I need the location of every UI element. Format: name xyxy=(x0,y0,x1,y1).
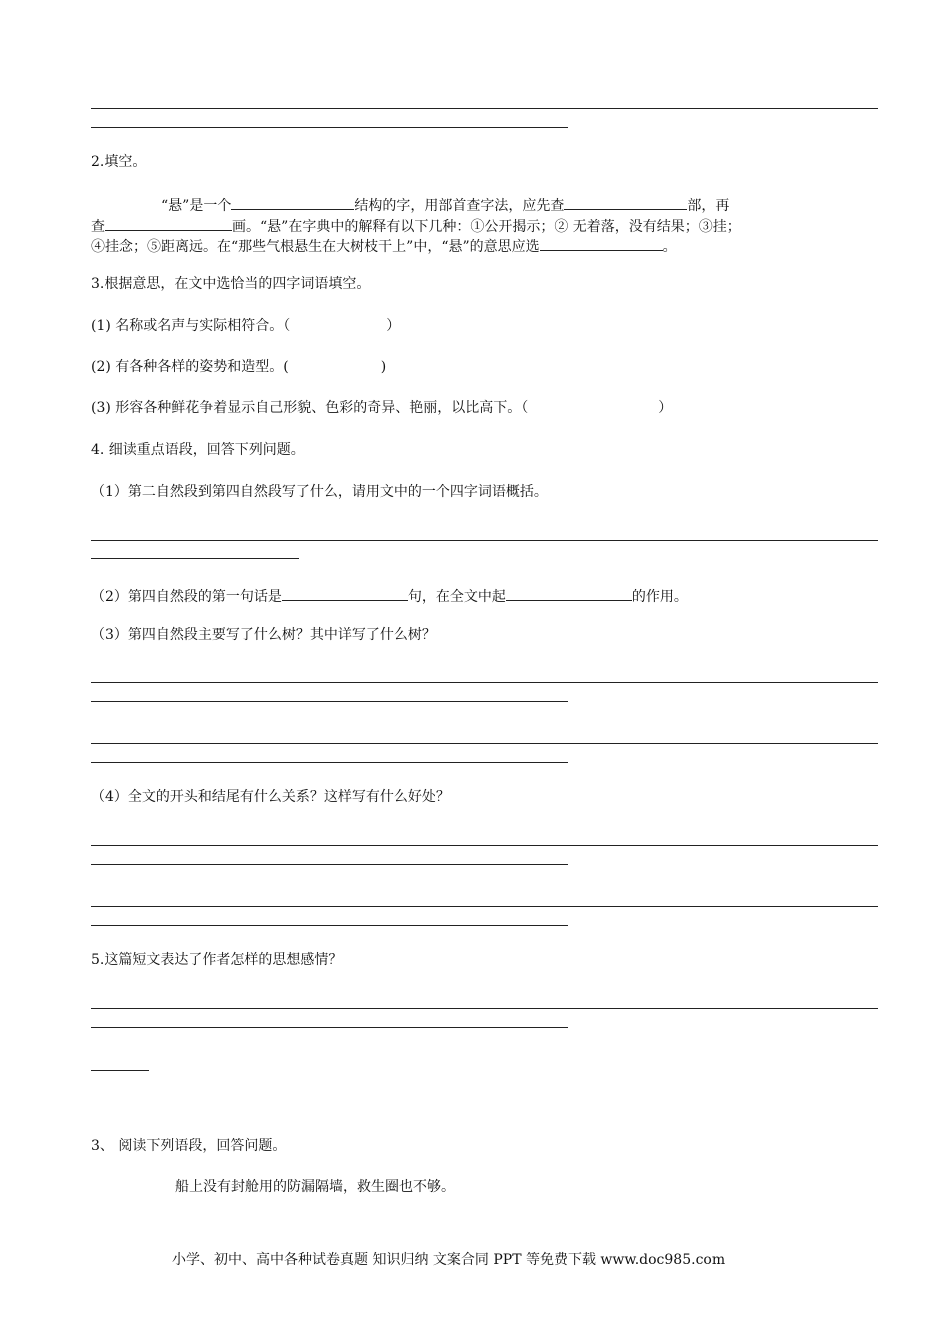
q4-sub3: （3）第四自然段主要写了什么树？其中详写了什么树？ xyxy=(91,627,436,643)
q2-line-1: “悬”是一个 结构的字，用部首查字法，应先查 部，再 xyxy=(161,193,729,216)
answer-line xyxy=(91,558,299,559)
q2-title: 2.填空。 xyxy=(91,154,147,170)
fill-blank[interactable] xyxy=(506,584,632,601)
q3-item-1: (1) 名称或名声与实际相符合。（ ） xyxy=(91,318,401,334)
q2-line-2: 查 画。“悬”在字典中的解释有以下几种：①公开揭示；② 无着落，没有结果；③挂； xyxy=(91,214,741,237)
q5-title: 5.这篇短文表达了作者怎样的思想感情？ xyxy=(91,952,343,968)
answer-line xyxy=(91,743,878,744)
q3-title: 3.根据意思，在文中选恰当的四字词语填空。 xyxy=(91,276,371,292)
q4-sub4: （4）全文的开头和结尾有什么关系？这样写有什么好处？ xyxy=(91,789,450,805)
q4-sub1: （1）第二自然段到第四自然段写了什么，请用文中的一个四字词语概括。 xyxy=(91,484,548,500)
answer-line xyxy=(91,864,568,865)
section3-title: 3、 阅读下列语段，回答问题。 xyxy=(91,1138,287,1154)
answer-line xyxy=(91,540,878,541)
answer-line xyxy=(91,108,878,109)
fill-blank[interactable] xyxy=(231,193,354,210)
fill-blank[interactable] xyxy=(564,193,687,210)
section-divider xyxy=(91,1070,149,1071)
q3-item-2: (2) 有各种各样的姿势和造型。( ) xyxy=(91,359,387,375)
answer-line xyxy=(91,762,568,763)
answer-line xyxy=(91,925,568,926)
answer-line xyxy=(91,127,568,128)
fill-blank[interactable] xyxy=(282,584,408,601)
answer-line xyxy=(91,701,568,702)
answer-line xyxy=(91,1027,568,1028)
section3-passage: 船上没有封舱用的防漏隔墙，救生圈也不够。 xyxy=(175,1179,455,1195)
q3-item-3: (3) 形容各种鲜花争着显示自己形貌、色彩的奇异、艳丽，以比高下。（ ） xyxy=(91,400,673,416)
fill-blank[interactable] xyxy=(105,214,232,231)
q2-line-3: ④挂念；⑤距离远。在“那些气根悬生在大树枝干上”中，“悬”的意思应选 。 xyxy=(91,234,677,257)
answer-line xyxy=(91,906,878,907)
fill-blank[interactable] xyxy=(540,234,663,251)
answer-line xyxy=(91,845,878,846)
answer-line xyxy=(91,682,878,683)
q4-sub2: （2）第四自然段的第一句话是 句，在全文中起 的作用。 xyxy=(91,584,688,607)
footer-text: 小学、初中、高中各种试卷真题 知识归纳 文案合同 PPT 等免费下载 www.doc985.com xyxy=(172,1252,726,1268)
answer-line xyxy=(91,1008,878,1009)
q4-title: 4. 细读重点语段，回答下列问题。 xyxy=(91,442,305,458)
